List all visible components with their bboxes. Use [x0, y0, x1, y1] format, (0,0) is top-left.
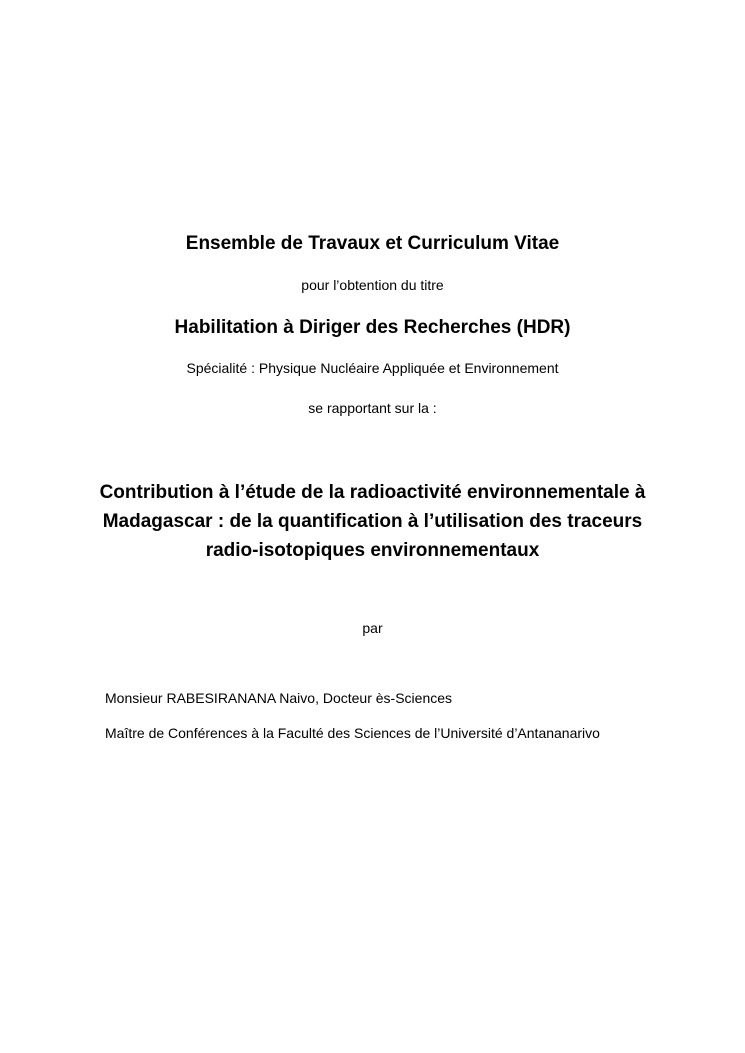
author-line: Monsieur RABESIRANANA Naivo, Docteur ès-Sciences: [105, 690, 453, 706]
speciality-line: Spécialité : Physique Nucléaire Appliquée et Environnement: [186, 360, 559, 376]
by-label: par: [362, 620, 383, 636]
degree-title: Habilitation à Diriger des Recherches (HDR): [174, 317, 571, 338]
thesis-title-line: radio-isotopiques environnementaux: [205, 540, 540, 561]
thesis-title: [60, 478, 685, 565]
position-line: Maître de Conférences à la Faculté des Sciences de l’Université d’Antananarivo: [105, 725, 600, 741]
document-title: Ensemble de Travaux et Curriculum Vitae: [185, 233, 560, 254]
thesis-title-line: Madagascar : de la quantification à l’utilisation des traceurs: [102, 511, 643, 532]
thesis-title-line: Contribution à l’étude de la radioactivité environnementale à: [99, 482, 646, 503]
relating-line: se rapportant sur la :: [308, 400, 437, 416]
document-subtitle: pour l’obtention du titre: [301, 277, 444, 293]
